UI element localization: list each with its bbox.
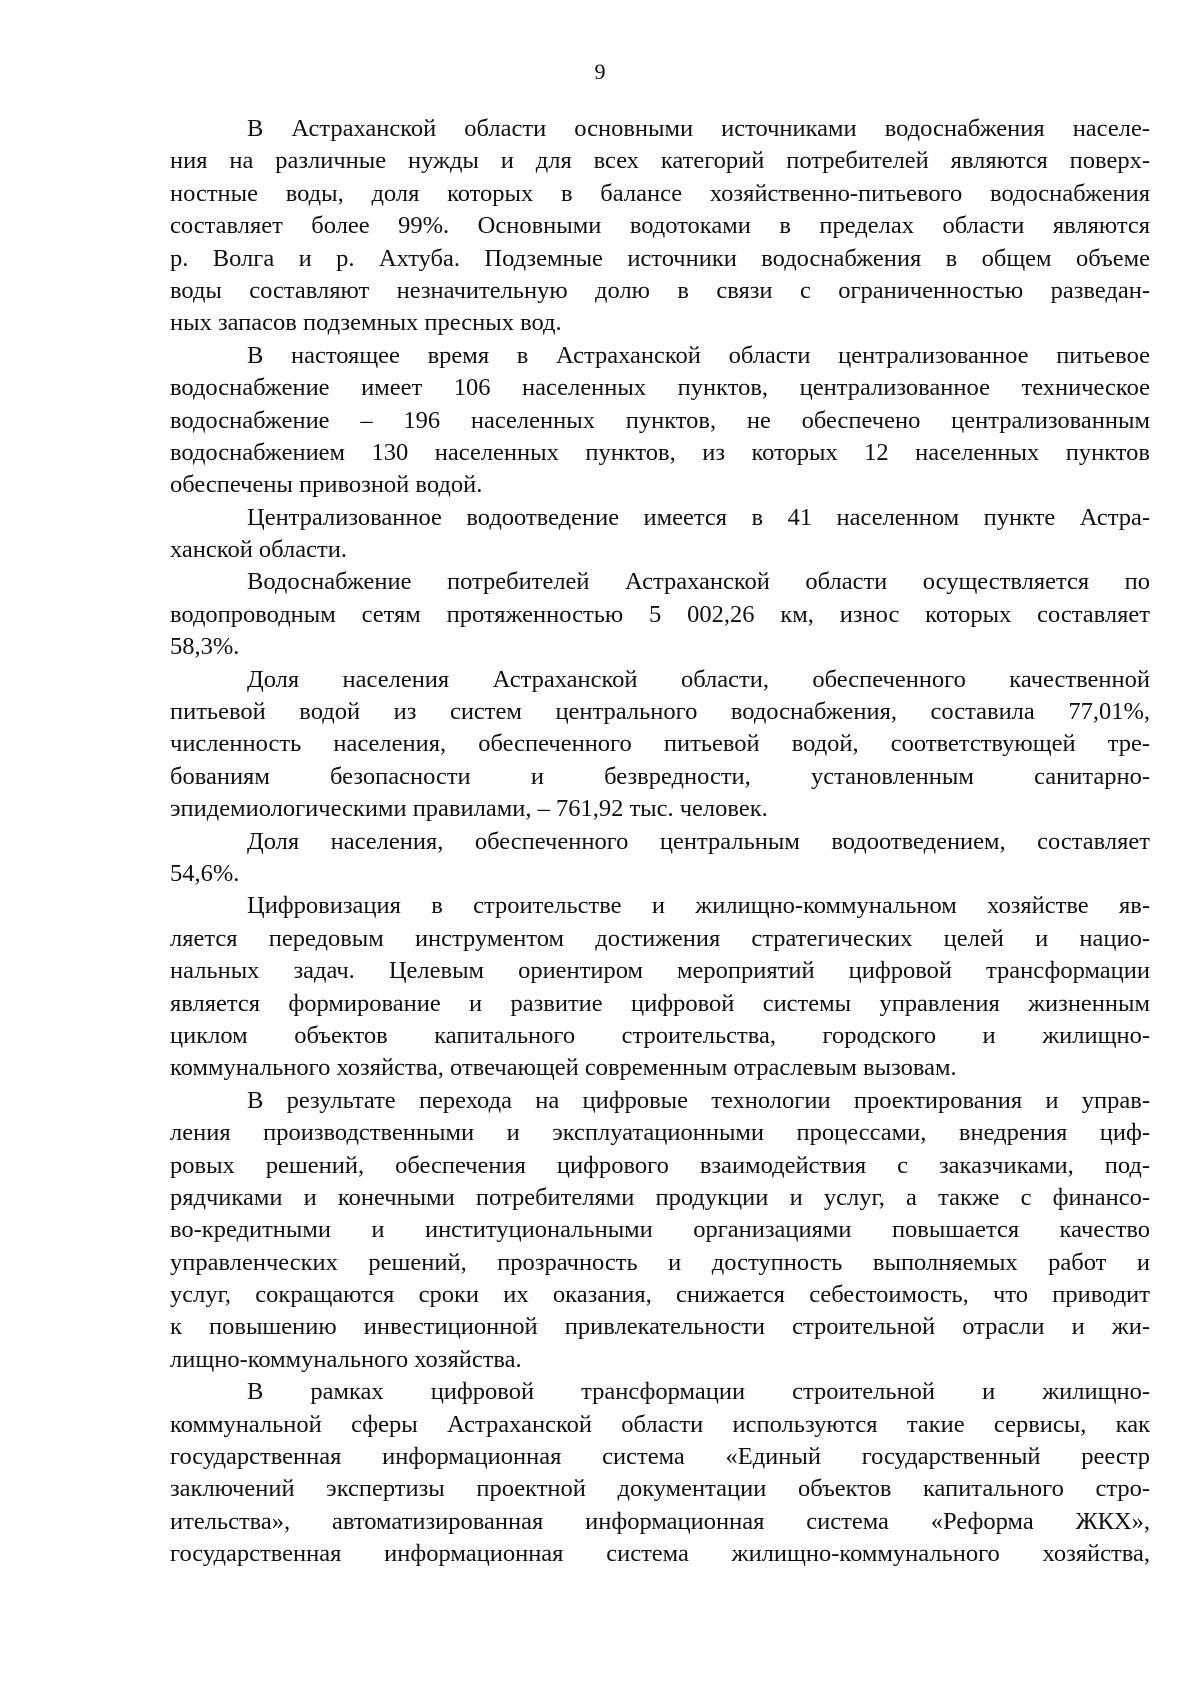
text-line: услуг, сокращаются сроки их оказания, снижается себестоимость, что приводит bbox=[170, 1281, 1150, 1309]
text-line: обеспечены привозной водой. bbox=[170, 471, 483, 499]
text-line: питьевой водой из систем центрального водоснабжения, составила 77,01%, bbox=[170, 698, 1150, 726]
text-line: эпидемиологическими правилами, – 761,92 тыс. человек. bbox=[170, 795, 768, 823]
text-line: Централизованное водоотведение имеется в 41 населенном пункте Астра- bbox=[247, 503, 1150, 531]
text-line: является формирование и развитие цифровой системы управления жизненным bbox=[170, 989, 1150, 1017]
text-line: численность населения, обеспеченного питьевой водой, соответствующей тре- bbox=[170, 730, 1150, 758]
text-line: 54,6%. bbox=[170, 859, 240, 887]
text-line: В настоящее время в Астраханской области централизованное питьевое bbox=[247, 341, 1150, 369]
text-line: воды составляют незначительную долю в связи с ограниченностью разведан- bbox=[170, 276, 1150, 304]
text-line: Доля населения Астраханской области, обеспеченного качественной bbox=[247, 665, 1150, 693]
text-line: Цифровизация в строительстве и жилищно-коммунальном хозяйстве яв- bbox=[247, 892, 1150, 920]
text-line: Доля населения, обеспеченного центральным водоотведением, составляет bbox=[247, 827, 1150, 855]
text-line: В Астраханской области основными источниками водоснабжения населе- bbox=[247, 115, 1150, 142]
text-line: циклом объектов капитального строительства, городского и жилищно- bbox=[170, 1021, 1150, 1049]
text-line: лищно-коммунального хозяйства. bbox=[170, 1345, 522, 1373]
text-line: государственная информационная система «Единый государственный реестр bbox=[170, 1443, 1150, 1471]
text-line: В рамках цифровой трансформации строительной и жилищно- bbox=[247, 1378, 1150, 1406]
text-line: водоснабжением 130 населенных пунктов, из которых 12 населенных пунктов bbox=[170, 438, 1150, 466]
body-text bbox=[170, 113, 1150, 1571]
text-line: коммунального хозяйства, отвечающей современным отраслевым вызовам. bbox=[170, 1054, 957, 1082]
text-line: ханской области. bbox=[170, 536, 347, 564]
text-line: коммунальной сферы Астраханской области используются такие сервисы, как bbox=[170, 1410, 1150, 1438]
text-line: нальных задач. Целевым ориентиром мероприятий цифровой трансформации bbox=[170, 957, 1150, 985]
text-line: р. Волга и р. Ахтуба. Подземные источники водоснабжения в общем объеме bbox=[170, 244, 1150, 272]
text-line: ляется передовым инструментом достижения стратегических целей и нацио- bbox=[170, 924, 1150, 952]
text-line: ительства», автоматизированная информационная система «Реформа ЖКХ», bbox=[170, 1507, 1150, 1535]
text-line: В результате перехода на цифровые технологии проектирования и управ- bbox=[247, 1086, 1150, 1114]
page-number: 9 bbox=[594, 59, 606, 84]
text-line: во-кредитными и институциональными организациями повышается качество bbox=[170, 1216, 1150, 1244]
text-line: бованиям безопасности и безвредности, установленным санитарно- bbox=[170, 762, 1150, 790]
text-line: ления производственными и эксплуатационными процессами, внедрения циф- bbox=[170, 1119, 1150, 1147]
text-line: составляет более 99%. Основными водотоками в пределах области являются bbox=[170, 212, 1150, 240]
text-line: управленческих решений, прозрачность и доступность выполняемых работ и bbox=[170, 1248, 1150, 1276]
text-line: водопроводным сетям протяженностью 5 002,26 км, износ которых составляет bbox=[170, 600, 1150, 628]
text-line: ных запасов подземных пресных вод. bbox=[170, 309, 562, 337]
text-line: 58,3%. bbox=[170, 633, 240, 661]
text-line: водоснабжение имеет 106 населенных пунктов, централизованное техническое bbox=[170, 374, 1150, 402]
text-line: к повышению инвестиционной привлекательности строительной отрасли и жи- bbox=[170, 1313, 1150, 1341]
text-line: водоснабжение – 196 населенных пунктов, не обеспечено централизованным bbox=[170, 406, 1150, 434]
text-line: Водоснабжение потребителей Астраханской области осуществляется по bbox=[247, 568, 1150, 596]
text-line: рядчиками и конечными потребителями продукции и услуг, а также с финансо- bbox=[170, 1183, 1150, 1211]
text-line: государственная информационная система жилищно-коммунального хозяйства, bbox=[170, 1540, 1150, 1568]
text-line: ностные воды, доля которых в балансе хозяйственно-питьевого водоснабжения bbox=[170, 179, 1150, 207]
text-line: заключений экспертизы проектной документации объектов капитального стро- bbox=[170, 1475, 1150, 1503]
text-line: ния на различные нужды и для всех категорий потребителей являются поверх- bbox=[170, 147, 1150, 175]
text-line: ровых решений, обеспечения цифрового взаимодействия с заказчиками, под- bbox=[170, 1151, 1150, 1179]
